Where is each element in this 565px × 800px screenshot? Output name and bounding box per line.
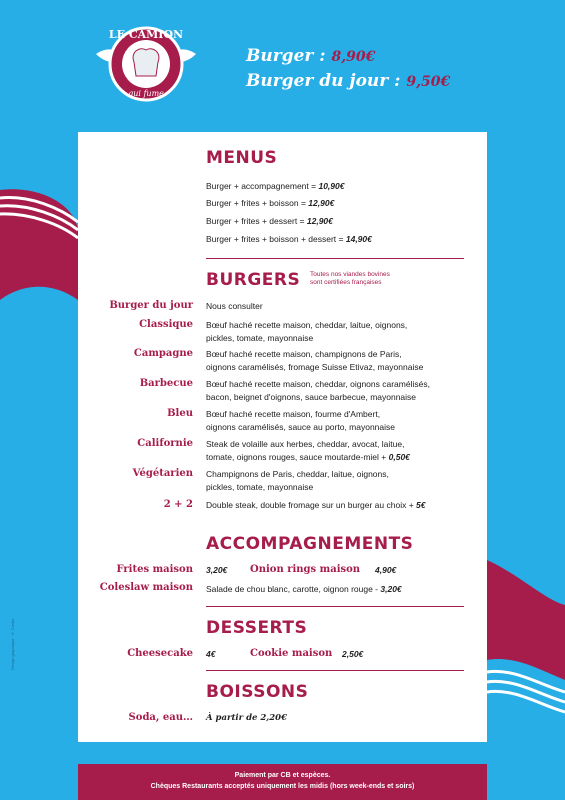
burger-name: Végétarien bbox=[132, 468, 193, 479]
section-title-boissons: BOISSONS bbox=[206, 682, 309, 702]
cheesecake-price: 4€ bbox=[206, 649, 216, 659]
logo-top-text: LE CAMION bbox=[108, 28, 184, 41]
divider bbox=[206, 670, 464, 671]
boissons-price: À partir de 2,20€ bbox=[206, 713, 288, 723]
menu-item: Burger + frites + dessert = 12,90€ bbox=[206, 216, 333, 226]
burger-desc: Steak de volaille aux herbes, cheddar, avocat, laitue, tomate, oignons rouges, sauce moutarde-miel + 0,50€ bbox=[206, 439, 410, 462]
burger-desc: Champignons de Paris, cheddar, laitue, oignons, pickles, tomate, mayonnaise bbox=[206, 469, 389, 492]
menu-item: Burger + frites + boisson + dessert = 14,90€ bbox=[206, 234, 372, 244]
section-title-burgers: BURGERS bbox=[206, 270, 301, 290]
burger-desc: Bœuf haché recette maison, cheddar, oignons caramélisés, bacon, beignet d'oignons, sauce barbecue, mayonnaise bbox=[206, 379, 430, 402]
burger-name: Campagne bbox=[133, 348, 193, 359]
payment-footer bbox=[78, 764, 487, 800]
footer-line2: Chèques Restaurants acceptés uniquement les midis (hors week-ends et soirs) bbox=[150, 783, 415, 790]
logo bbox=[86, 14, 206, 114]
section-title-menus: MENUS bbox=[206, 148, 278, 168]
footer-line1: Paiement par CB et espèces. bbox=[234, 772, 331, 779]
burgers-note: Toutes nos viandes bovines sont certifiées françaises bbox=[310, 271, 390, 286]
price-line-burger: Burger : 8,90€ bbox=[246, 46, 376, 66]
burger-desc: Bœuf haché recette maison, cheddar, laitue, oignons, pickles, tomate, mayonnaise bbox=[206, 320, 408, 343]
divider bbox=[206, 606, 464, 607]
cheesecake-label: Cheesecake bbox=[127, 648, 193, 659]
burger-desc: Bœuf haché recette maison, champignons de Paris, oignons caramélisés, fromage Suisse Etivaz, mayonnaise bbox=[206, 349, 424, 372]
menu-card bbox=[78, 132, 487, 742]
section-title-accompagnements: ACCOMPAGNEMENTS bbox=[206, 534, 414, 554]
frites-label: Frites maison bbox=[116, 564, 193, 575]
burger-desc: Nous consulter bbox=[206, 301, 263, 311]
burger-desc: Double steak, double fromage sur un burger au choix + 5€ bbox=[206, 500, 426, 510]
coleslaw-label: Coleslaw maison bbox=[99, 582, 193, 593]
divider bbox=[206, 258, 464, 259]
section-title-desserts: DESSERTS bbox=[206, 618, 308, 638]
burger-name: Burger du jour bbox=[109, 300, 193, 311]
onion-rings-price: 4,90€ bbox=[375, 565, 397, 575]
design-credit: Design graphique : H. Coster bbox=[10, 618, 15, 670]
menu-item: Burger + accompagnement = 10,90€ bbox=[206, 181, 345, 191]
burger-name: 2 + 2 bbox=[163, 499, 193, 510]
cookie-price: 2,50€ bbox=[342, 649, 364, 659]
header-prices bbox=[246, 44, 450, 94]
burger-name: Bleu bbox=[167, 408, 193, 419]
onion-rings-label: Onion rings maison bbox=[250, 564, 361, 575]
menu-item: Burger + frites + boisson = 12,90€ bbox=[206, 198, 335, 208]
burger-name: Californie bbox=[137, 438, 193, 449]
price-line-burger-du-jour: Burger du jour : 9,50€ bbox=[246, 71, 451, 91]
cookie-label: Cookie maison bbox=[250, 648, 333, 659]
burger-name: Classique bbox=[139, 319, 193, 330]
boissons-label: Soda, eau… bbox=[128, 712, 193, 723]
coleslaw-desc: Salade de chou blanc, carotte, oignon rouge - 3,20€ bbox=[206, 584, 402, 594]
burger-name: Barbecue bbox=[139, 378, 193, 389]
frites-price: 3,20€ bbox=[206, 565, 228, 575]
logo-bottom-text: qui fume bbox=[128, 89, 164, 98]
burger-desc: Bœuf haché recette maison, fourme d'Ambert, oignons caramélisés, sauce au porto, mayonnaise bbox=[206, 409, 395, 432]
